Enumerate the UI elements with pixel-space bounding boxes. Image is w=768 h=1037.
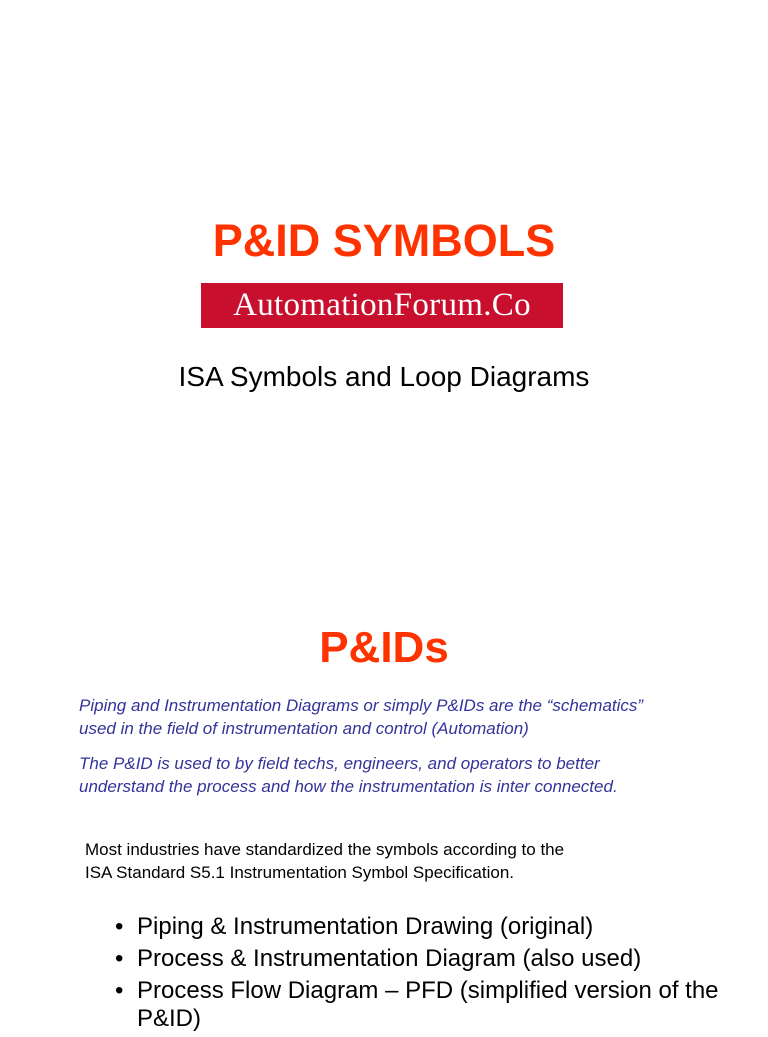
acronym-bullet-list xyxy=(115,913,755,1037)
bullet-dot-icon: • xyxy=(115,913,124,940)
slide-title: P&ID SYMBOLS xyxy=(212,215,556,266)
bullet-text: Piping & Instrumentation Drawing (original) xyxy=(137,913,594,940)
bullet-item xyxy=(115,913,755,941)
standard-line-1: Most industries have standardized the symbols according to the xyxy=(85,840,565,859)
standard-line-2: ISA Standard S5.1 Instrumentation Symbol Specification. xyxy=(85,863,515,882)
usage-paragraph xyxy=(79,752,739,798)
bullet-text: Process Flow Diagram – PFD (simplified version of the P&ID) xyxy=(137,977,719,1032)
bullet-dot-icon: • xyxy=(115,945,124,972)
bullet-item xyxy=(115,945,755,973)
bullet-text: Process & Instrumentation Diagram (also used) xyxy=(137,945,642,972)
logo-text: AutomationForum.Co xyxy=(233,287,531,323)
section-heading: P&IDs xyxy=(319,623,449,672)
bullet-item xyxy=(115,977,755,1033)
standard-paragraph xyxy=(85,838,705,884)
bullet-dot-icon: • xyxy=(115,977,124,1004)
automationforum-logo xyxy=(201,283,563,328)
usage-line-2: understand the process and how the instrumentation is inter connected. xyxy=(79,777,618,796)
slide-subtitle: ISA Symbols and Loop Diagrams xyxy=(178,361,590,392)
definition-paragraph xyxy=(79,694,739,740)
usage-line-1: The P&ID is used to by field techs, engineers, and operators to better xyxy=(79,754,600,773)
definition-line-2: used in the field of instrumentation and control (Automation) xyxy=(79,719,529,738)
definition-line-1: Piping and Instrumentation Diagrams or simply P&IDs are the “schematics” xyxy=(79,696,644,715)
